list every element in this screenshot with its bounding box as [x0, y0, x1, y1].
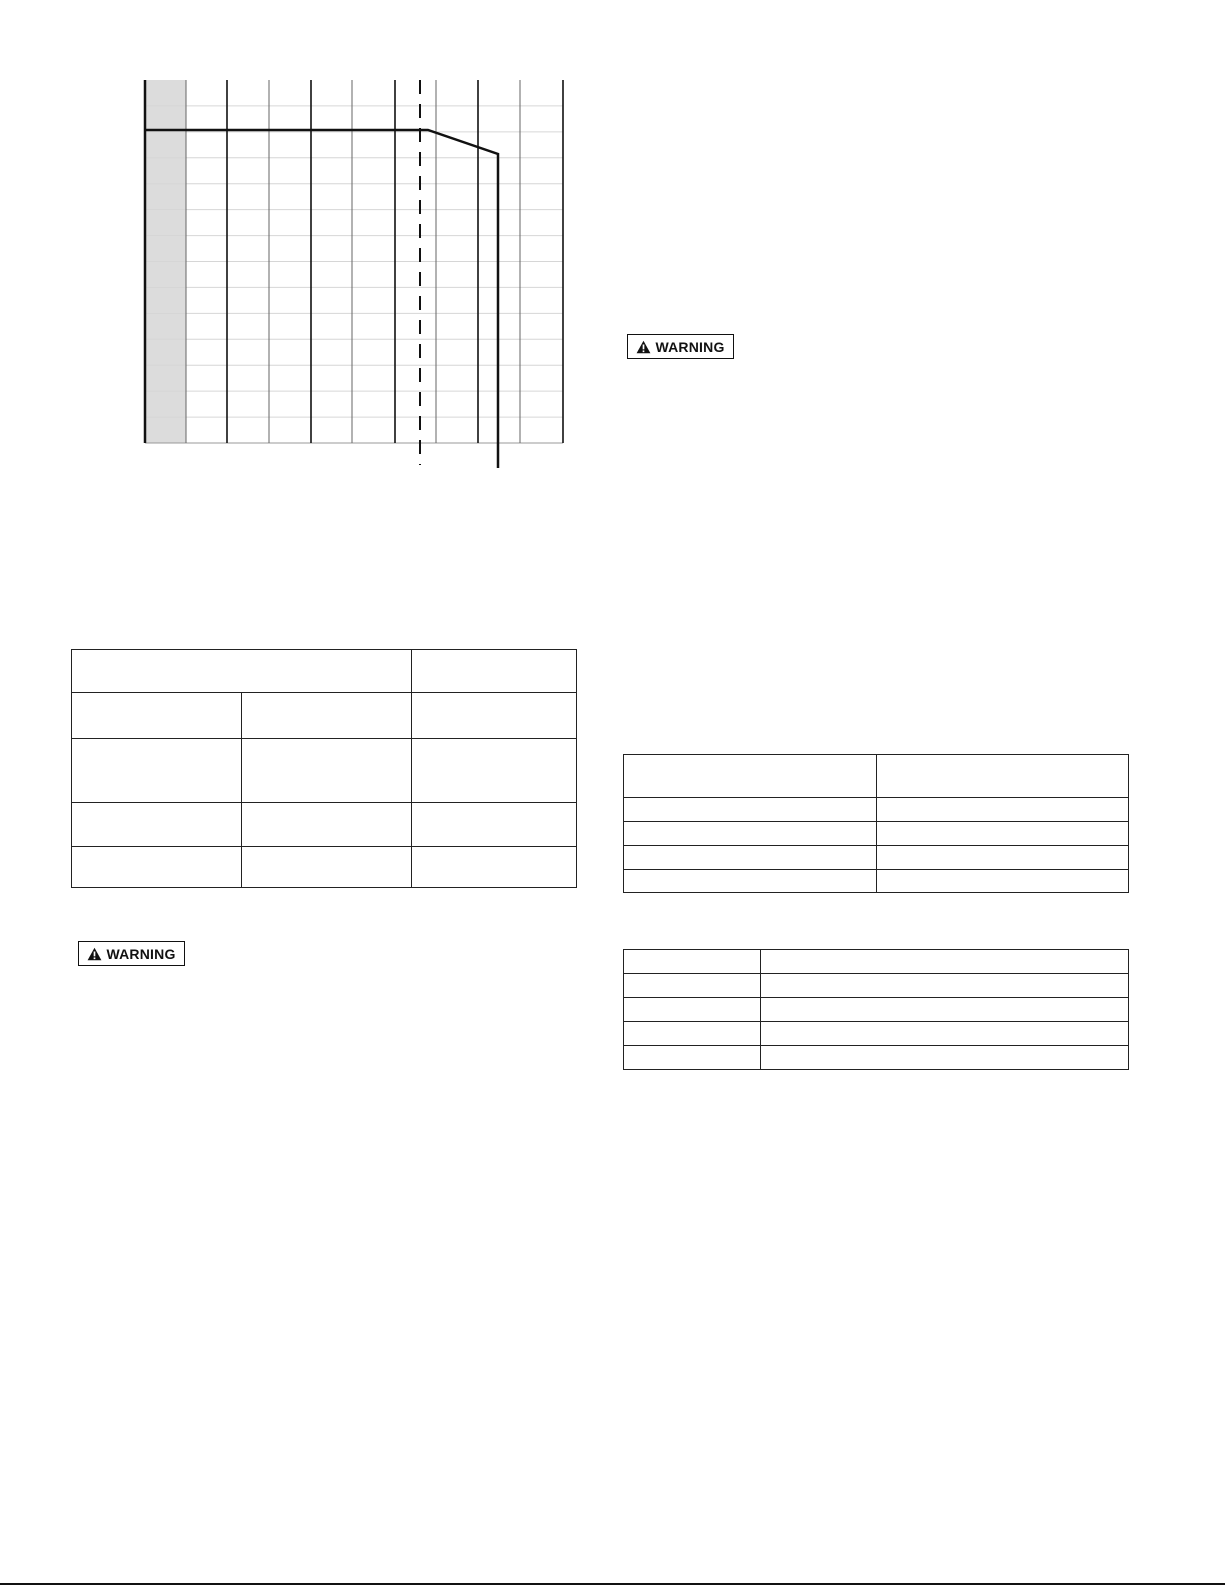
table-cell	[624, 846, 877, 870]
table-cell	[412, 847, 577, 888]
performance-graph	[120, 70, 590, 480]
table-row	[624, 974, 1129, 998]
table-header-cell	[72, 650, 412, 693]
table-cell	[72, 693, 242, 739]
table-cell	[242, 803, 412, 847]
table-cell	[761, 974, 1129, 998]
table-row	[624, 870, 1129, 893]
table-cell	[624, 870, 877, 893]
table-row	[72, 847, 577, 888]
table-cell	[412, 739, 577, 803]
table-row	[624, 1022, 1129, 1046]
table-cell	[242, 739, 412, 803]
table-cell	[72, 739, 242, 803]
table-cell	[761, 1046, 1129, 1070]
warning-label: WARNING	[655, 338, 725, 355]
table-row	[624, 950, 1129, 974]
warning-triangle-icon	[87, 947, 102, 961]
table-cell	[624, 1046, 761, 1070]
table-cell	[242, 693, 412, 739]
table-cell	[624, 798, 877, 822]
right-table-two	[623, 949, 1129, 1070]
warning-badge-right	[627, 334, 734, 359]
table-cell	[761, 950, 1129, 974]
table-cell	[412, 803, 577, 847]
table-header-cell	[624, 755, 877, 798]
table-cell	[72, 847, 242, 888]
table-cell	[877, 822, 1129, 846]
table-row	[624, 1046, 1129, 1070]
table-cell	[761, 1022, 1129, 1046]
warning-triangle-icon	[636, 340, 651, 354]
table-cell	[72, 803, 242, 847]
table-cell	[877, 798, 1129, 822]
table-header-cell	[412, 650, 577, 693]
warning-label: WARNING	[106, 945, 176, 962]
table-cell	[624, 822, 877, 846]
table-row	[72, 693, 577, 739]
table-row	[624, 822, 1129, 846]
graph-horizontal-gridlines	[145, 106, 563, 443]
table-cell	[242, 847, 412, 888]
table-row	[72, 803, 577, 847]
table-cell	[624, 950, 761, 974]
table-cell	[624, 974, 761, 998]
warning-badge-left	[78, 941, 185, 966]
table-cell	[624, 1022, 761, 1046]
table-header-cell	[877, 755, 1129, 798]
table-cell	[412, 693, 577, 739]
table-row	[624, 846, 1129, 870]
table-cell	[761, 998, 1129, 1022]
left-spec-table	[71, 649, 577, 888]
table-cell	[877, 870, 1129, 893]
table-row	[72, 650, 577, 693]
table-row	[624, 998, 1129, 1022]
table-row	[624, 798, 1129, 822]
right-table-one	[623, 754, 1129, 893]
table-row	[72, 739, 577, 803]
table-cell	[877, 846, 1129, 870]
table-row	[624, 755, 1129, 798]
table-cell	[624, 998, 761, 1022]
